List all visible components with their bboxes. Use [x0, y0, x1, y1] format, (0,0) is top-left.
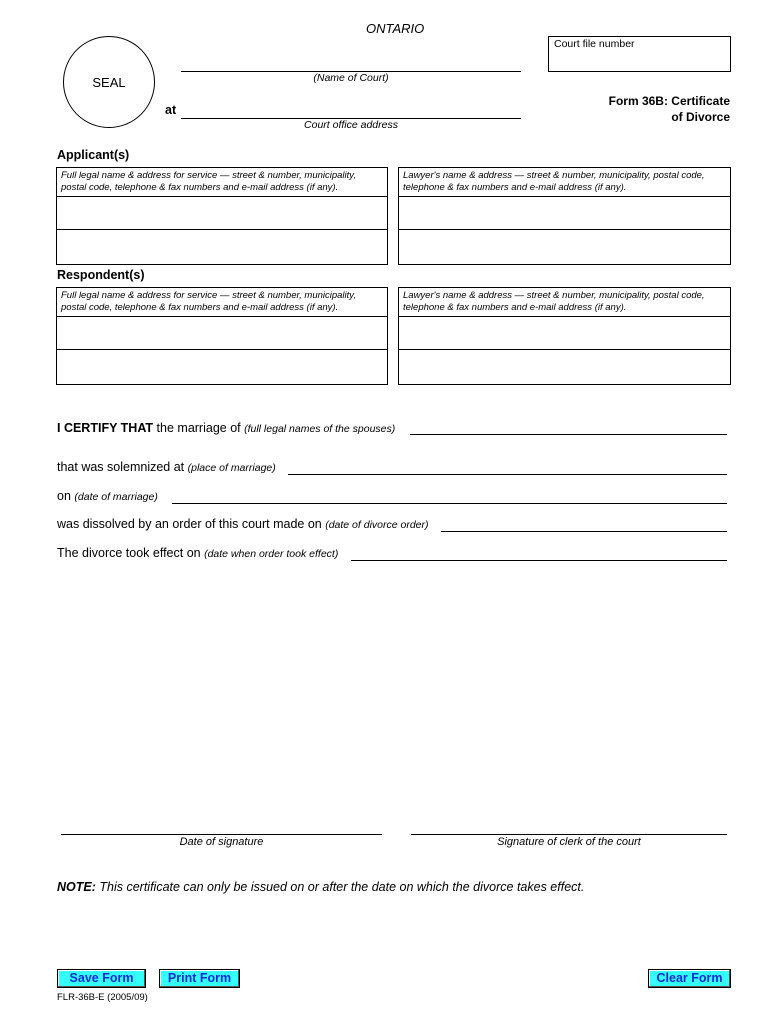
applicant-lawyer-field-1[interactable] — [399, 197, 730, 230]
solemnized-text: that was solemnized at — [57, 460, 188, 474]
respondent-party-field-1[interactable] — [57, 317, 387, 350]
respondent-party-field-2[interactable] — [57, 350, 387, 383]
certify-bold: I CERTIFY THAT — [57, 421, 154, 435]
form-title — [609, 93, 730, 125]
note-text — [57, 880, 584, 894]
seal-circle — [63, 36, 155, 128]
marriage-text: the marriage of — [153, 421, 245, 435]
form-code: FLR-36B-E (2005/09) — [57, 992, 148, 1003]
respondent-lawyer-field-1[interactable] — [399, 317, 730, 350]
date-of-signature-line[interactable] — [61, 834, 382, 835]
applicants-heading: Applicant(s) — [57, 148, 130, 162]
respondent-lawyer-field-2[interactable] — [399, 350, 730, 383]
effect-text: The divorce took effect on — [57, 546, 205, 560]
respondent-party-box — [56, 287, 388, 385]
dissolved-hint: (date of divorce order) — [325, 519, 429, 531]
jurisdiction-title: ONTARIO — [366, 21, 425, 36]
respondents-heading: Respondent(s) — [57, 268, 145, 282]
applicant-party-box — [56, 167, 388, 265]
court-file-number-field[interactable] — [548, 36, 731, 72]
respondent-party-hint: Full legal name & address for service — street & number, municipality, postal code, telephone & fax numbers and e-mail address (if any). — [57, 288, 387, 317]
effect-date-line[interactable] — [351, 560, 727, 561]
form-title-line1: Form 36B: Certificate — [608, 94, 730, 108]
seal-label: SEAL — [92, 75, 126, 90]
applicant-lawyer-box — [398, 167, 731, 265]
place-of-marriage-line[interactable] — [288, 474, 727, 475]
court-name-caption: (Name of Court) — [313, 72, 389, 84]
court-office-caption: Court office address — [304, 119, 398, 131]
clear-form-button[interactable]: Clear Form — [648, 969, 731, 988]
effect-hint: (date when order took effect) — [204, 548, 339, 560]
dissolved-statement — [57, 517, 429, 531]
on-hint: (date of marriage) — [74, 491, 158, 503]
at-label: at — [165, 103, 177, 117]
applicant-party-field-2[interactable] — [57, 230, 387, 263]
applicant-lawyer-field-2[interactable] — [399, 230, 730, 263]
court-file-number-label: Court file number — [554, 38, 635, 50]
date-of-signature-caption: Date of signature — [179, 836, 264, 848]
certify-statement — [57, 421, 395, 435]
save-form-button[interactable]: Save Form — [57, 969, 146, 988]
effect-statement — [57, 546, 338, 560]
solemnized-statement — [57, 460, 276, 474]
clerk-signature-line[interactable] — [411, 834, 727, 835]
applicant-lawyer-hint: Lawyer's name & address — street & number, municipality, postal code, telephone & fax numbers and e-mail address (if any). — [399, 168, 730, 197]
marriage-hint: (full legal names of the spouses) — [244, 423, 396, 435]
clerk-signature-caption: Signature of clerk of the court — [497, 836, 641, 848]
form-title-line2: of Divorce — [671, 110, 730, 124]
marriage-date-statement — [57, 489, 158, 503]
on-text: on — [57, 489, 75, 503]
divorce-order-date-line[interactable] — [441, 531, 727, 532]
respondent-lawyer-hint: Lawyer's name & address — street & number, municipality, postal code, telephone & fax numbers and e-mail address (if any). — [399, 288, 730, 317]
solemnized-hint: (place of marriage) — [187, 462, 276, 474]
applicant-party-field-1[interactable] — [57, 197, 387, 230]
respondent-lawyer-box — [398, 287, 731, 385]
date-of-marriage-line[interactable] — [172, 503, 727, 504]
print-form-button[interactable]: Print Form — [159, 969, 240, 988]
note-body: This certificate can only be issued on or after the date on which the divorce takes effect. — [95, 880, 585, 894]
note-label: NOTE: — [57, 880, 96, 894]
spouses-names-line[interactable] — [410, 434, 727, 435]
dissolved-text: was dissolved by an order of this court made on — [57, 517, 326, 531]
applicant-party-hint: Full legal name & address for service — street & number, municipality, postal code, telephone & fax numbers and e-mail address (if any). — [57, 168, 387, 197]
